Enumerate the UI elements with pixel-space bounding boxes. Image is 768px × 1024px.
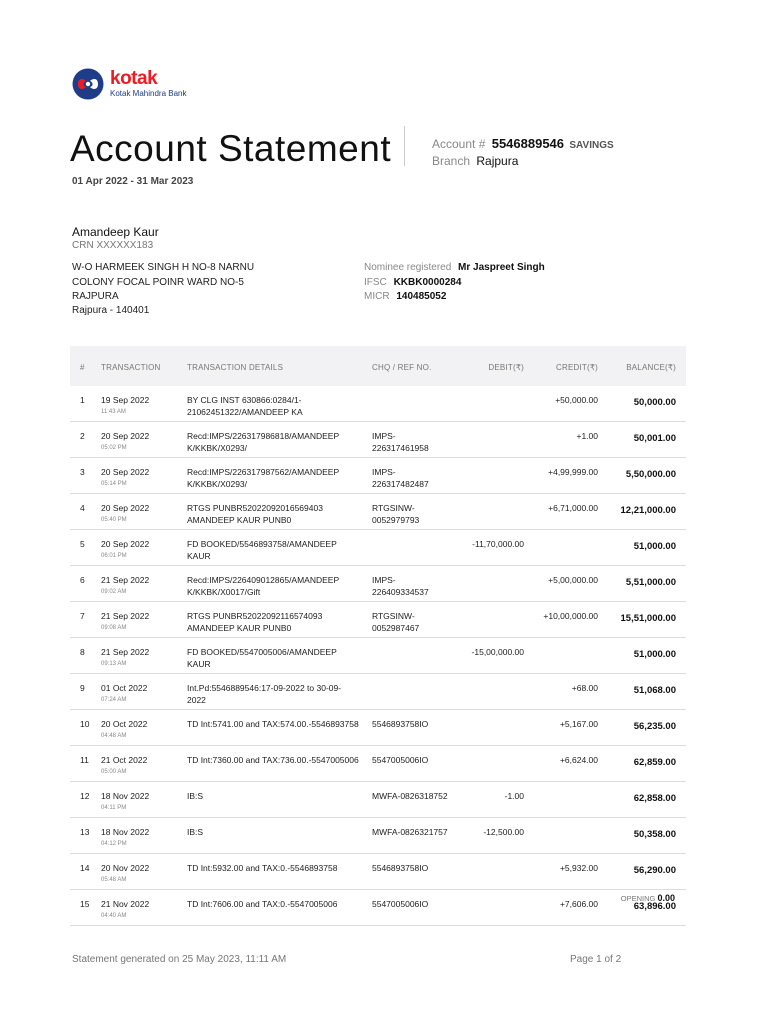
table-row [70, 494, 686, 530]
row-ref-line1: IMPS- [372, 431, 396, 441]
row-balance: 62,858.00 [633, 793, 676, 804]
table-row [70, 746, 686, 782]
row-time: 04:40 AM [101, 913, 127, 919]
row-details-line1: IB:S [187, 827, 204, 837]
bank-logo [72, 68, 212, 104]
row-number: 5 [80, 539, 85, 549]
row-details-line1: TD Int:5932.00 and TAX:0.-5546893758 [187, 863, 338, 873]
table-row [70, 854, 686, 890]
row-ref-line1: MWFA-0826321757 [372, 827, 448, 837]
row-ref-line1: 5546893758IO [372, 863, 429, 873]
row-details-line2: KAUR [187, 659, 211, 669]
branch-info [432, 154, 518, 168]
address-line-4: Rajpura - 140401 [72, 305, 150, 316]
row-time: 05:40 PM [101, 517, 127, 523]
row-ref-line2: 0052987467 [372, 623, 420, 633]
table-row [70, 458, 686, 494]
row-time: 06:01 PM [101, 553, 127, 559]
statement-generated: Statement generated on 25 May 2023, 11:11 AM [72, 954, 287, 965]
table-row [70, 782, 686, 818]
row-credit: +50,000.00 [555, 395, 598, 405]
row-date: 20 Sep 2022 [101, 539, 150, 549]
row-details-line1: FD BOOKED/5547005006/AMANDEEP [187, 647, 337, 657]
address-line-2: COLONY FOCAL POINR WARD NO-5 [72, 277, 244, 288]
row-time: 09:13 AM [101, 661, 127, 667]
row-balance: 56,235.00 [633, 721, 676, 732]
row-ref-line2: 226409334537 [372, 587, 429, 597]
row-ref-line1: RTGSINW- [372, 503, 415, 513]
row-balance: 51,000.00 [633, 649, 676, 660]
row-ref-line2: 226317461958 [372, 443, 429, 453]
row-details-line1: Recd:IMPS/226317987562/AMANDEEP [187, 467, 340, 477]
row-date: 20 Sep 2022 [101, 467, 150, 477]
row-details-line1: BY CLG INST 630866:0284/1- [187, 395, 302, 405]
row-date: 01 Oct 2022 [101, 683, 148, 693]
row-date: 21 Sep 2022 [101, 647, 150, 657]
table-row [70, 638, 686, 674]
row-number: 10 [80, 719, 90, 729]
row-details-line2: AMANDEEP KAUR PUNB0 [187, 515, 292, 525]
row-time: 05:00 AM [101, 769, 127, 775]
row-details-line1: Recd:IMPS/226409012865/AMANDEEP [187, 575, 340, 585]
row-details-line1: FD BOOKED/5546893758/AMANDEEP [187, 539, 337, 549]
table-row [70, 566, 686, 602]
row-date: 18 Nov 2022 [101, 791, 150, 801]
col-header-balance: BALANCE(₹) [626, 363, 676, 372]
row-number: 3 [80, 467, 85, 477]
nominee-label: Nominee registered [364, 262, 452, 273]
row-debit: -12,500.00 [483, 827, 524, 837]
row-details-line2: K/KKBK/X0293/ [187, 479, 248, 489]
row-date: 21 Sep 2022 [101, 575, 150, 585]
row-ref-line2: 0052979793 [372, 515, 420, 525]
row-details-line2: K/KKBK/X0017/Gift [187, 587, 261, 597]
row-date: 20 Sep 2022 [101, 431, 150, 441]
row-time: 04:11 PM [101, 805, 127, 811]
transactions-table-header [70, 346, 686, 386]
row-credit: +68.00 [571, 683, 598, 693]
row-details-line1: RTGS PUNBR52022092116574093 [187, 611, 323, 621]
row-balance: 50,000.00 [633, 397, 676, 408]
row-credit: +5,00,000.00 [548, 575, 598, 585]
row-credit: +4,99,999.00 [548, 467, 598, 477]
row-details-line2: 2022 [187, 695, 206, 705]
row-balance: 51,068.00 [633, 685, 676, 696]
row-date: 20 Sep 2022 [101, 503, 150, 513]
row-debit: -11,70,000.00 [472, 539, 524, 549]
row-number: 15 [80, 899, 90, 909]
row-ref-line1: IMPS- [372, 467, 396, 477]
row-details-line2: KAUR [187, 551, 211, 561]
row-debit: -1.00 [504, 791, 524, 801]
branch-value: Rajpura [476, 154, 519, 168]
address-line-3: RAJPURA [72, 291, 119, 302]
row-number: 8 [80, 647, 85, 657]
col-header-credit: CREDIT(₹) [556, 363, 598, 372]
row-time: 09:02 AM [101, 589, 127, 595]
row-details-line2: K/KKBK/X0293/ [187, 443, 248, 453]
row-time: 05:14 PM [101, 481, 127, 487]
table-row [70, 386, 686, 422]
row-credit: +1.00 [576, 431, 598, 441]
row-ref-line1: MWFA-0826318752 [372, 791, 448, 801]
row-date: 19 Sep 2022 [101, 395, 150, 405]
row-ref-line1: 5547005006IO [372, 899, 429, 909]
header-divider [404, 126, 405, 166]
row-ref-line1: IMPS- [372, 575, 396, 585]
branch-label: Branch [432, 154, 471, 168]
row-date: 20 Nov 2022 [101, 863, 150, 873]
customer-name: Amandeep Kaur [72, 225, 159, 239]
row-time: 09:08 AM [101, 625, 127, 631]
row-number: 11 [80, 755, 89, 765]
row-details-line2: AMANDEEP KAUR PUNB0 [187, 623, 292, 633]
bank-name: kotak [110, 68, 158, 89]
row-number: 4 [80, 503, 85, 513]
table-row [70, 818, 686, 854]
statement-period: 01 Apr 2022 - 31 Mar 2023 [72, 176, 194, 187]
opening-balance [621, 893, 675, 903]
row-balance: 51,000.00 [633, 541, 676, 552]
row-ref-line2: 226317482487 [372, 479, 429, 489]
nominee-value: Mr Jaspreet Singh [458, 262, 545, 273]
row-date: 18 Nov 2022 [101, 827, 150, 837]
row-date: 21 Sep 2022 [101, 611, 150, 621]
row-details-line1: TD Int:7606.00 and TAX:0.-5547005006 [187, 899, 338, 909]
row-number: 9 [80, 683, 85, 693]
col-header-ref: CHQ / REF NO. [372, 363, 432, 372]
row-number: 13 [80, 827, 90, 837]
table-row [70, 674, 686, 710]
page-title: Account Statement [70, 128, 392, 169]
micr-info [364, 291, 446, 302]
row-balance: 50,001.00 [633, 433, 676, 444]
row-number: 14 [80, 863, 90, 873]
table-row [70, 422, 686, 458]
row-credit: +5,932.00 [559, 863, 598, 873]
opening-value: 0.00 [657, 893, 675, 903]
account-number: 5546889546 [491, 136, 565, 151]
row-date: 21 Oct 2022 [101, 755, 148, 765]
row-credit: +6,71,000.00 [548, 503, 598, 513]
row-time: 05:48 AM [101, 877, 127, 883]
row-balance: 15,51,000.00 [620, 613, 676, 624]
row-balance: 63,896.00 [633, 901, 676, 912]
row-details-line1: IB:S [187, 791, 204, 801]
row-time: 04:48 AM [101, 733, 127, 739]
row-number: 6 [80, 575, 85, 585]
row-details-line1: TD Int:5741.00 and TAX:574.00.-5546893758 [187, 719, 359, 729]
account-type: SAVINGS [569, 140, 614, 151]
row-number: 2 [80, 431, 85, 441]
row-balance: 50,358.00 [633, 829, 676, 840]
micr-label: MICR [364, 291, 390, 302]
row-number: 12 [80, 791, 90, 801]
row-ref-line1: 5546893758IO [372, 719, 429, 729]
row-balance: 5,51,000.00 [625, 577, 676, 588]
row-date: 21 Nov 2022 [101, 899, 150, 909]
row-credit: +10,00,000.00 [543, 611, 598, 621]
table-row [70, 530, 686, 566]
page-indicator: Page 1 of 2 [570, 954, 622, 965]
row-credit: +5,167.00 [559, 719, 598, 729]
row-time: 04:12 PM [101, 841, 127, 847]
ifsc-info [364, 277, 461, 288]
row-details-line1: TD Int:7360.00 and TAX:736.00.-5547005006 [187, 755, 359, 765]
ifsc-label: IFSC [364, 277, 387, 288]
row-details-line1: Int.Pd:5546889546:17-09-2022 to 30-09- [187, 683, 342, 693]
col-header-debit: DEBIT(₹) [488, 363, 524, 372]
row-details-line2: 21062451322/AMANDEEP KA [187, 407, 303, 417]
row-ref-line1: RTGSINW- [372, 611, 415, 621]
row-time: 11:43 AM [101, 409, 126, 415]
row-date: 20 Oct 2022 [101, 719, 148, 729]
opening-label: OPENING [620, 894, 656, 903]
col-header-details: TRANSACTION DETAILS [187, 363, 284, 372]
table-row [70, 602, 686, 638]
micr-value: 140485052 [396, 291, 447, 302]
kotak-logo-icon [72, 68, 104, 100]
table-row [70, 710, 686, 746]
row-debit: -15,00,000.00 [471, 647, 524, 657]
row-balance: 12,21,000.00 [620, 505, 676, 516]
ifsc-value: KKBK0000284 [393, 277, 462, 288]
row-ref-line1: 5547005006IO [372, 755, 429, 765]
address-line-1: W-O HARMEEK SINGH H NO-8 NARNU [72, 262, 255, 273]
customer-crn: CRN XXXXXX183 [72, 240, 154, 251]
row-balance: 62,859.00 [633, 757, 676, 768]
account-info [432, 136, 614, 151]
col-header-number: # [80, 363, 85, 372]
row-credit: +6,624.00 [559, 755, 598, 765]
row-time: 07:24 AM [101, 697, 127, 703]
nominee-info [364, 262, 545, 273]
row-time: 05:02 PM [101, 445, 127, 451]
col-header-transaction: TRANSACTION [101, 363, 161, 372]
table-row [70, 890, 686, 926]
row-balance: 56,290.00 [633, 865, 676, 876]
row-details-line1: RTGS PUNBR52022092016569403 [187, 503, 323, 513]
row-credit: +7,606.00 [559, 899, 598, 909]
row-number: 7 [80, 611, 85, 621]
bank-subtitle: Kotak Mahindra Bank [110, 89, 187, 98]
row-number: 1 [80, 395, 85, 405]
account-label: Account # [432, 137, 486, 151]
row-balance: 5,50,000.00 [625, 469, 676, 480]
row-details-line1: Recd:IMPS/226317986818/AMANDEEP [187, 431, 340, 441]
